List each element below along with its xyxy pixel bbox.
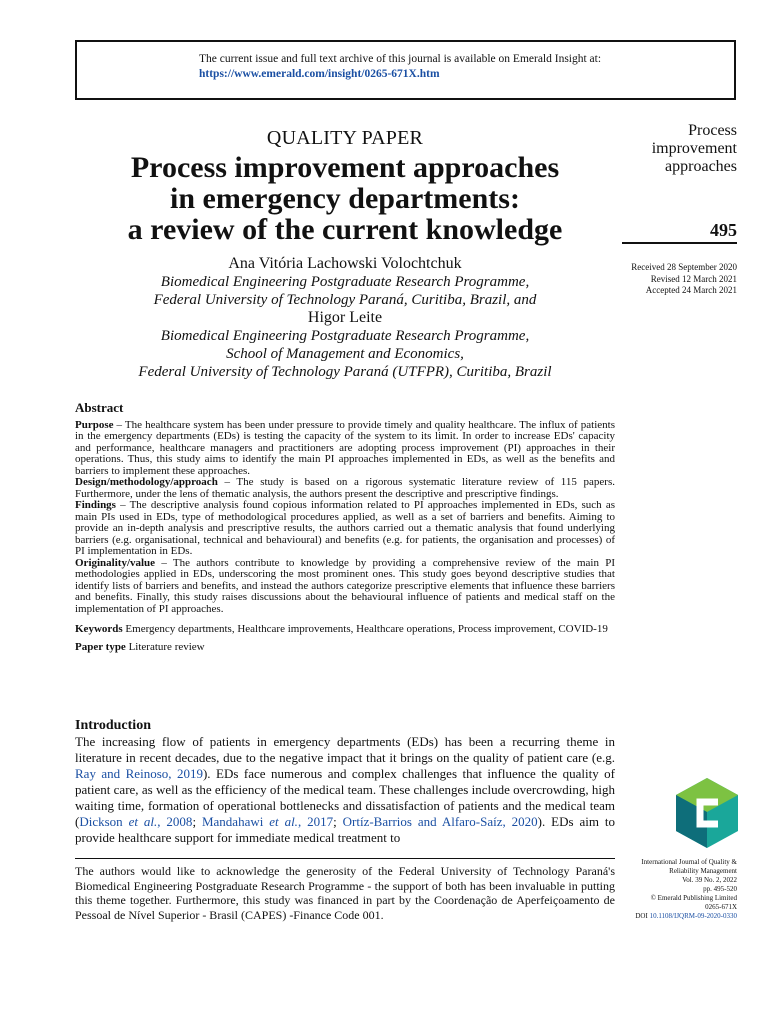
- originality-label: Originality/value: [75, 556, 156, 569]
- acknowledgement-footnote: The authors would like to acknowledge the generosity of the Federal University of Technology Paraná's Biomedical Engineering Postgraduate Research Programme - the support of both has been invaluable in putting this theme together. Furthermore, this study was financed in part by the Coordenação de Aperfeiçoamento de Pessoal de Nível Superior - Brasil (CAPES) -Finance Code 001.: [75, 864, 615, 922]
- citation-etal: et al.: [128, 814, 158, 829]
- title-line-2: in emergency departments:: [170, 182, 520, 215]
- keywords-text: Emergency departments, Healthcare improvements, Healthcare operations, Process improvement, COVID-19: [122, 623, 608, 635]
- citation-year: , 2017: [297, 814, 334, 829]
- citation-separator: ;: [192, 814, 202, 829]
- access-notice-text: The current issue and full text archive of this journal is available on Emerald Insight at:: [199, 53, 602, 65]
- journal-line: pp. 495-520: [703, 885, 737, 893]
- author-block: [75, 255, 615, 381]
- journal-line: Vol. 39 No. 2, 2022: [682, 876, 737, 884]
- purpose-text: – The healthcare system has been under pressure to provide timely and quality healthcare. The influx of patients in the emergency departments (EDs) is testing the capacity of the system to its limit. In order to increase EDs' capacity and performance, healthcare managers and practitioners are adopting process improvement (PI) approaches in their operations. Thus, this study aims to identify the main PI approaches implemented in EDs, as well as the benefits and barriers to implement these approaches.: [75, 418, 615, 477]
- citation-link[interactable]: [202, 814, 333, 829]
- author-name: Higor Leite: [307, 309, 383, 326]
- journal-line: International Journal of Quality &: [641, 858, 737, 866]
- side-divider: [622, 242, 737, 244]
- doi-line: [600, 912, 737, 921]
- introduction: [75, 718, 615, 846]
- findings-label: Findings: [75, 499, 116, 511]
- journal-line: © Emerald Publishing Limited: [650, 894, 737, 902]
- page-number: 495: [710, 220, 737, 240]
- author-name: Ana Vitória Lachowski Volochtchuk: [228, 255, 462, 272]
- paper-type: [75, 639, 615, 655]
- abstract-heading: Abstract: [75, 400, 124, 415]
- citation-link[interactable]: Ortíz-Barrios and Alfaro-Saíz, 2020: [342, 814, 538, 829]
- citation-year: , 2008: [157, 814, 193, 829]
- citation-link[interactable]: [79, 814, 192, 829]
- paper-type-text: Literature review: [125, 641, 205, 653]
- accepted-date: Accepted 24 March 2021: [645, 285, 737, 295]
- abstract: [75, 402, 615, 655]
- citation-etal: et al.: [269, 814, 298, 829]
- running-title-line: approaches: [665, 158, 737, 175]
- footnote-divider: [75, 858, 615, 859]
- design-text: – The study is based on a rigorous systematic literature review of 115 papers. Furthermore, under the lens of thematic analysis, the authors present the descriptive and prescriptive findings.: [75, 476, 615, 500]
- paper-type-label: Paper type: [75, 641, 126, 653]
- affiliation-line: Federal University of Technology Paraná (UTFPR), Curitiba, Brazil: [138, 364, 552, 380]
- affiliation-line: Biomedical Engineering Postgraduate Research Programme,: [160, 274, 530, 290]
- title-line-3: a review of the current knowledge: [127, 213, 563, 246]
- history-dates: [600, 262, 737, 297]
- abstract-purpose: [75, 420, 615, 478]
- originality-text: – The authors contribute to knowledge by providing a comprehensive review of the main PI methodologies applied in EDs, underscoring the most prominent ones. This study goes beyond descriptive studies that identify lists of barriers and benefits, and instead the authors categorize prescriptive elements that influence these barriers and benefits. Finally, this study raises discussions about the behavioural influence of patients and medical staff on the implementation of PI approaches.: [75, 556, 615, 615]
- citation-link[interactable]: Ray and Reinoso, 2019: [75, 766, 203, 781]
- revised-date: Revised 12 March 2021: [650, 273, 737, 284]
- affiliation-line: Biomedical Engineering Postgraduate Research Programme,: [160, 328, 530, 344]
- intro-text: ). EDs aim to provide healthcare support for immediate medical treatment to: [75, 814, 615, 845]
- introduction-heading: Introduction: [75, 718, 151, 733]
- journal-url-link[interactable]: https://www.emerald.com/insight/0265-671X.htm: [199, 68, 440, 80]
- citation-author: Mandahawi: [201, 814, 270, 829]
- title-line-1: Process improvement approaches: [130, 151, 560, 184]
- journal-line: 0265-671X: [705, 903, 737, 911]
- doi-label: DOI: [635, 912, 650, 920]
- introduction-paragraph: [75, 734, 615, 846]
- purpose-label: Purpose: [75, 418, 114, 431]
- affiliation-line: Federal University of Technology Paraná, Curitiba, Brazil, and: [153, 292, 537, 308]
- citation-separator: ;: [333, 814, 343, 829]
- section-label: QUALITY PAPER: [266, 127, 424, 149]
- running-title-line: improvement: [651, 140, 737, 157]
- findings-text: – The descriptive analysis found copious information related to PI approaches implemented in EDs, such as main PIs used in EDs, type of methodological procedures applied, as well as a set of barriers and benefits. Aiming to provide an in-depth analysis and prescriptive results, the authors carried out a thematic analysis that found underlying barriers (e.g. organisational, technical and behavioural) and benefits (e.g. for patients, the organisation and processes) of PI implementation in EDs.: [75, 499, 615, 557]
- abstract-originality: [75, 558, 615, 616]
- citation-author: Dickson: [79, 814, 129, 829]
- affiliation-line: School of Management and Economics,: [226, 346, 464, 362]
- running-title-line: Process: [688, 122, 737, 139]
- intro-text: ). EDs face numerous and complex challenges that influence the quality of patient care, as well as the efficiency of the medical team. These challenges include overcrowding, high waiting time, formation of operational bottlenecks and dissatisfaction of patients and the medical team (: [75, 766, 615, 829]
- abstract-design: [75, 477, 615, 500]
- doi-link[interactable]: 10.1108/IJQRM-09-2020-0330: [649, 912, 737, 920]
- journal-line: Reliability Management: [669, 867, 737, 875]
- intro-text: The increasing flow of patients in emergency departments (EDs) has been a recurring theme in literature in recent decades, due to the negative impact that it brings on the quality of patient care (e.g.: [75, 734, 615, 765]
- keywords-label: Keywords: [75, 623, 123, 635]
- paper-title: [60, 152, 630, 245]
- crossmark-logo[interactable]: [676, 778, 738, 848]
- running-title: [620, 122, 737, 176]
- received-date: Received 28 September 2020: [631, 262, 737, 272]
- keywords: [75, 621, 615, 637]
- abstract-findings: [75, 500, 615, 558]
- design-label: Design/methodology/approach: [75, 476, 218, 488]
- journal-info: [600, 858, 737, 921]
